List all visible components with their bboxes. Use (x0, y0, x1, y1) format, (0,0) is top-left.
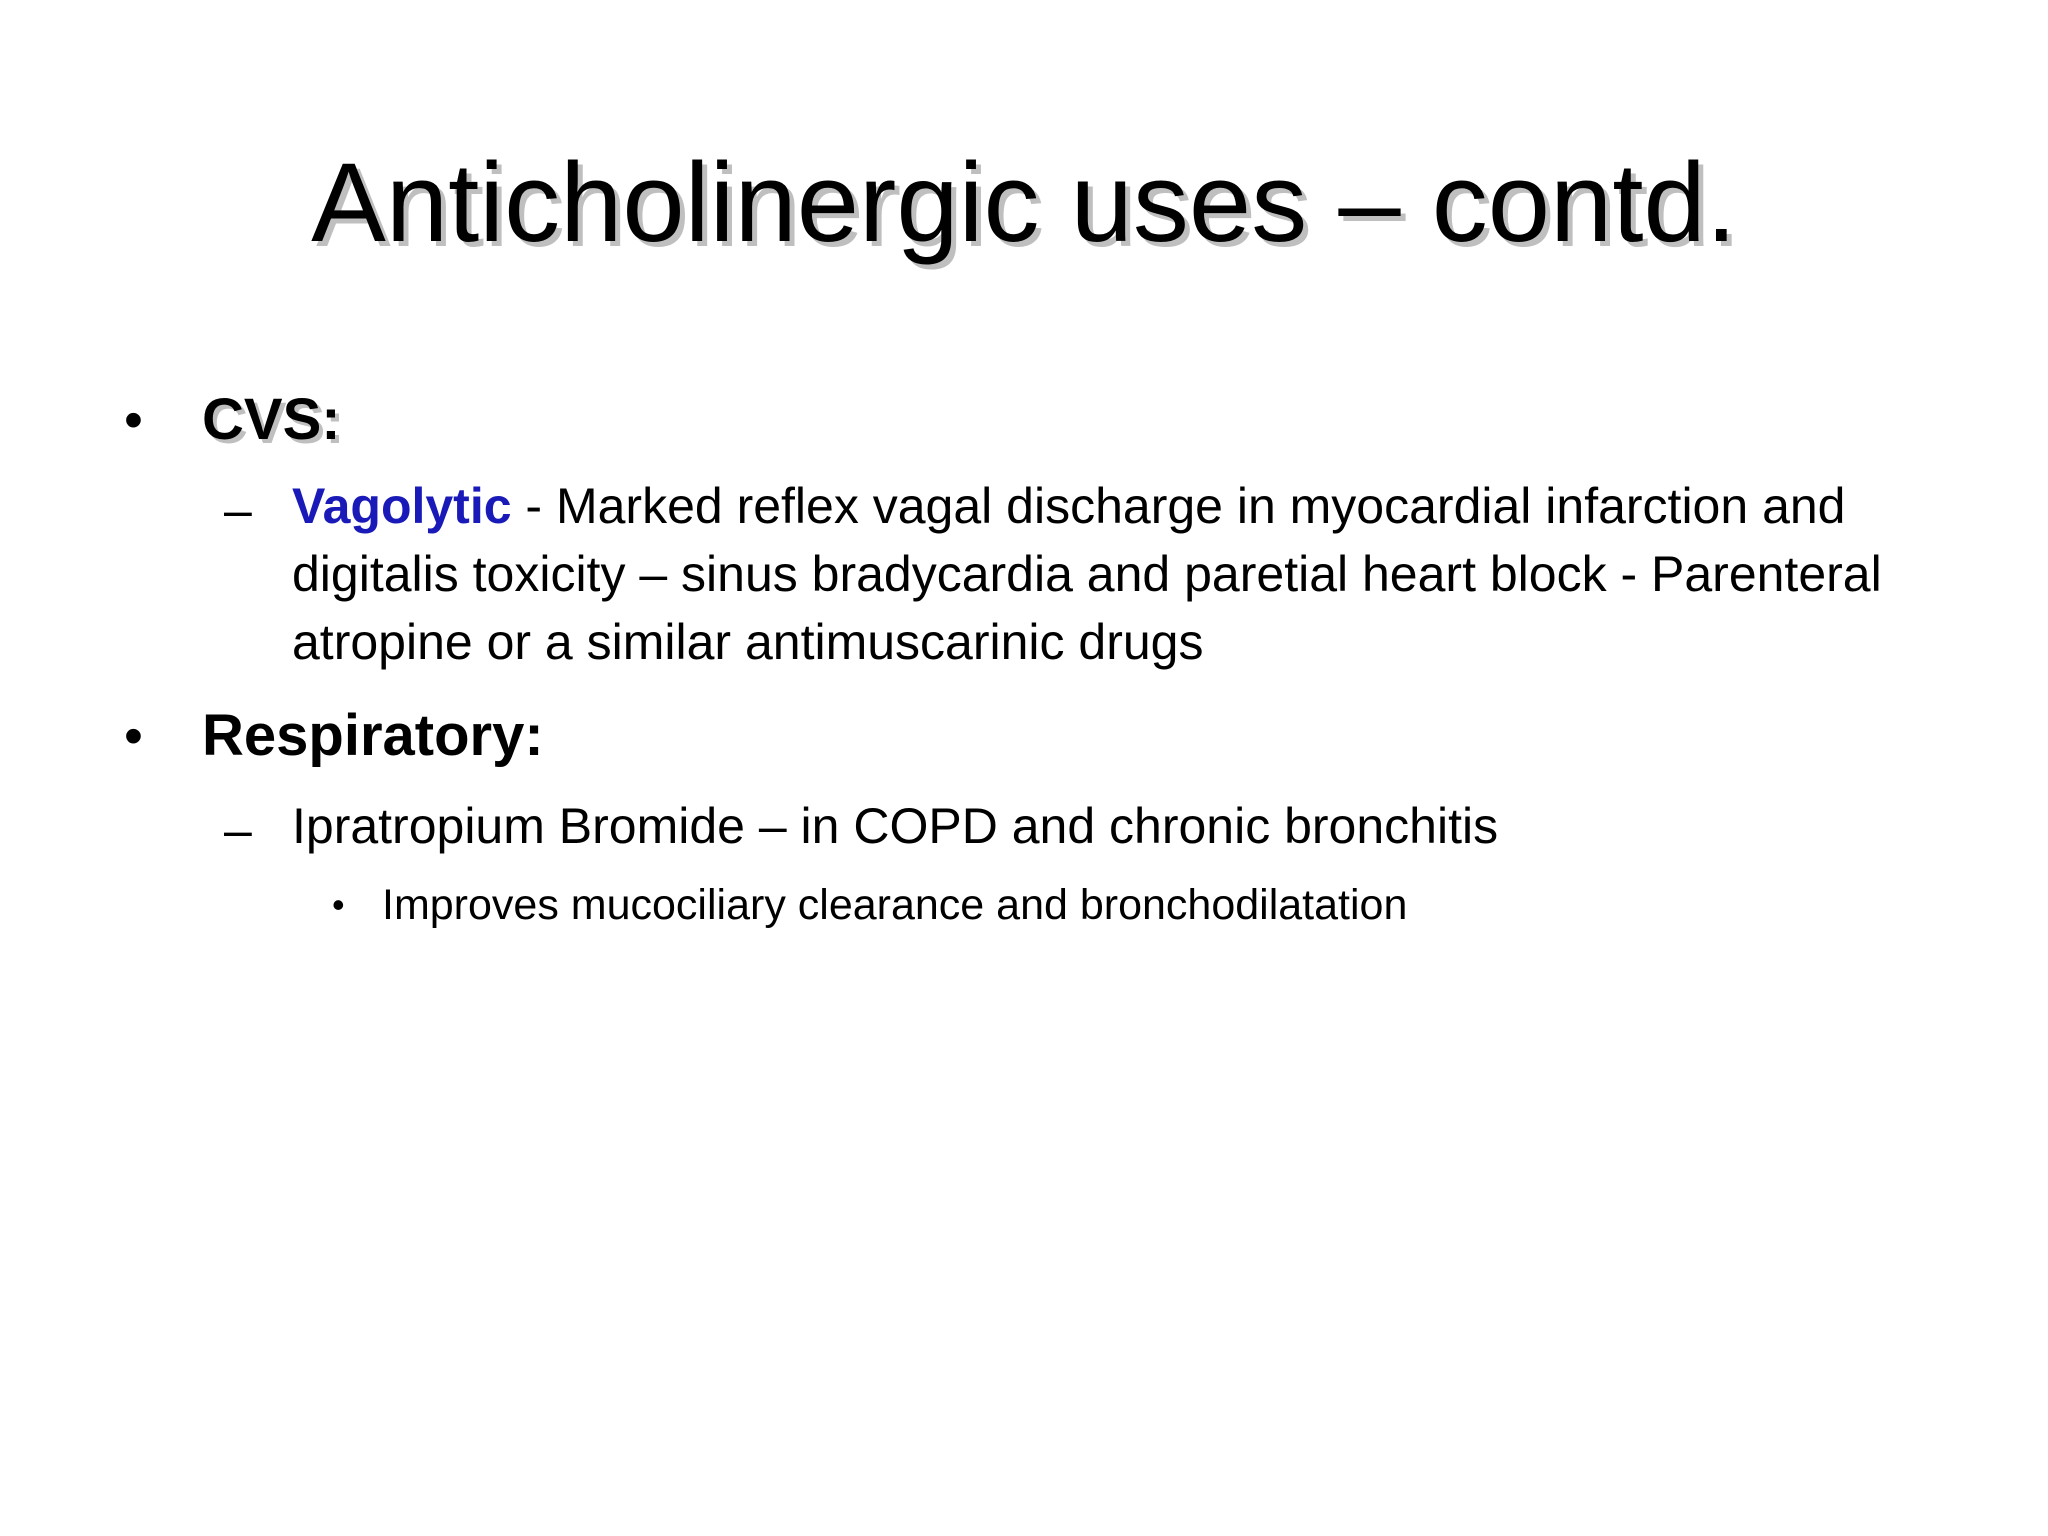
bullet-marker: • (124, 706, 143, 766)
list-item-vagolytic (292, 472, 1992, 676)
emphasis-term: Vagolytic (292, 478, 512, 534)
section-heading-cvs: CVS: (202, 387, 341, 452)
bullet-marker: • (124, 390, 143, 450)
sub-list-item: Improves mucociliary clearance and bronchodilatation (382, 881, 1408, 929)
bullet-marker: • (332, 884, 345, 925)
list-item-text: - Marked reflex vagal discharge in myocardial infarction and digitalis toxicity – sinus bradycardia and paretial heart block - Parenteral atropine or a similar antimuscarinic drugs (292, 478, 1882, 670)
list-item-ipratropium: Ipratropium Bromide – in COPD and chronic bronchitis (292, 798, 1499, 854)
slide-title: Anticholinergic uses – contd. (311, 140, 1737, 265)
section-heading-respiratory: Respiratory: (202, 703, 544, 768)
dash-marker: – (224, 482, 252, 538)
dash-marker: – (224, 802, 252, 858)
